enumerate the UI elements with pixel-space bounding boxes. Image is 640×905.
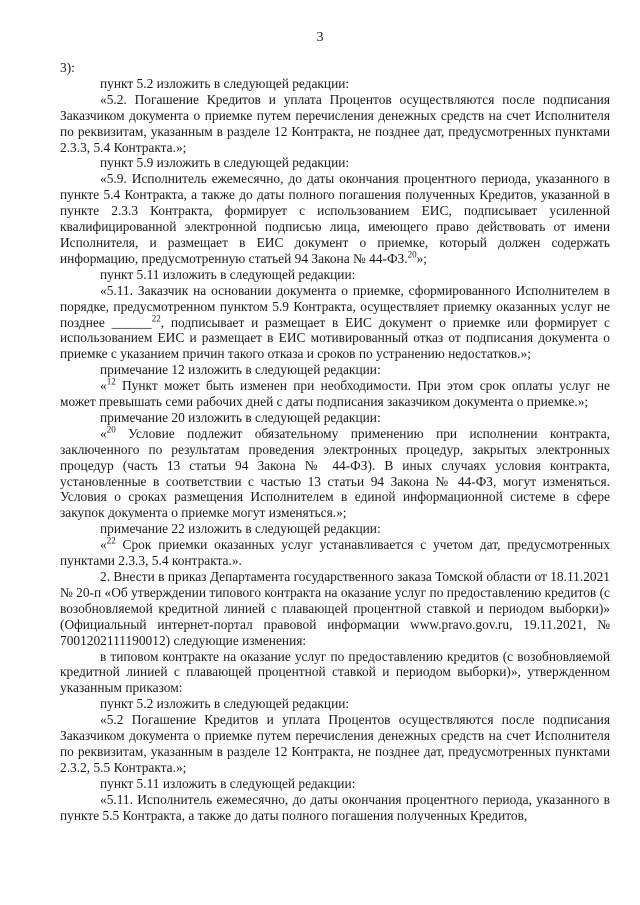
page-number: 3 xyxy=(316,30,324,45)
paragraph-item-5-11-text-b: «5.11. Исполнитель ежемесячно, до даты окончания процентного периода, указанного в пункте 5.5 Контракта, а также до даты полного погашения полученных Кредитов, xyxy=(60,791,610,823)
footnote-marker: 12 xyxy=(106,376,116,387)
paragraph-note-12-text xyxy=(60,378,610,410)
text-segment: « xyxy=(100,537,107,553)
footnote-marker: 20 xyxy=(106,424,116,435)
text-segment: Условие подлежит обязательному применению при исполнении контракта, заключенного по результатам проведения электронных процедур, закрытых электронных процедур (часть 13 статьи 94 Закона № 44-ФЗ). В иных случаях условия контракта, установленные в соответствии с частью 13 статьи 94 Закона № 44-ФЗ, могут изменяться. Условия о сроках размещения Исполнителем в единой информационной системе в сфере закупок документа о приемке могут изменяться.»; xyxy=(60,425,610,521)
paragraph-item-5-2-text: «5.2. Погашение Кредитов и уплата Процентов осуществляются после подписания Заказчиком документа о приемке путем перечисления денежных средств на счет Исполнителя по реквизитам, указанным в разделе 12 Контракта, не позднее дат, предусмотренных пунктами 2.3.3, 5.4 Контракта.»; xyxy=(60,91,610,155)
text-segment: « xyxy=(100,378,107,394)
footnote-marker: 22 xyxy=(151,313,161,324)
text-segment: «5.11. Заказчик на основании документа о приемке, сформированного Исполнителем в порядке, предусмотренном пунктом 5.9 Контракта, осуществляет приемку оказанных услуг не позднее ______ xyxy=(60,282,610,330)
paragraph-note-22-header: примечание 22 изложить в следующей редакции: xyxy=(100,521,381,537)
text-segment: « xyxy=(100,425,107,441)
paragraph-item-5-11-header-b: пункт 5.11 изложить в следующей редакции: xyxy=(100,775,356,791)
text-segment: »; xyxy=(416,250,428,266)
paragraph-item-5-11-header: пункт 5.11 изложить в следующей редакции: xyxy=(100,266,356,282)
paragraph-item-5-2-text-b: «5.2 Погашение Кредитов и уплата Процентов осуществляются после подписания Заказчиком документа о приемке путем перечисления денежных средств на счет Исполнителя по реквизитам, указанным в разделе 12 Контракта, не позднее дат, предусмотренных пунктами 2.3.2, 5.5 Контракта.»; xyxy=(60,712,610,775)
paragraph-item-5-2-header: пункт 5.2 изложить в следующей редакции: xyxy=(100,75,350,91)
document-body xyxy=(60,60,610,824)
text-segment: , подписывает и размещает в ЕИС документ о приемке или формирует с использованием ЕИС и размещает в ЕИС мотивированный отказ от подписания документа о приемке с указанием причин такого отказа и сроков по устранению недостатков.»; xyxy=(60,314,610,362)
paragraph-note-20-header: примечание 20 изложить в следующей редакции: xyxy=(100,409,381,425)
paragraph-item-5-2-header-b: пункт 5.2 изложить в следующей редакции: xyxy=(100,696,350,712)
paragraph-intro-continuation: 3): xyxy=(60,60,75,75)
paragraph-typical-contract: в типовом контракте на оказание услуг по предоставлению кредитов (с возобновляемой кредитной линией с плавающей процентной ставкой и периодом выборки)», утвержденном указанным приказом: xyxy=(60,648,610,696)
paragraph-item-5-11-text xyxy=(60,283,610,363)
paragraph-item-5-9-header: пункт 5.9 изложить в следующей редакции: xyxy=(100,155,350,171)
paragraph-section-2: 2. Внести в приказ Департамента государственного заказа Томской области от 18.11.2021 № 20-п «Об утверждении типового контракта на оказание услуг по предоставлению кредитов (с возобновляемой кредитной линией с плавающей процентной ставкой и периодом выборки)» (Официальный интернет-портал правовой информации www.pravo.gov.ru, 19.11.2021, № 7001202111190012) следующие изменения: xyxy=(60,569,610,648)
text-segment: Срок приемки оказанных услуг устанавливается с учетом дат, предусмотренных пунктами 2.3.3, 5.4 контракта.». xyxy=(60,537,610,569)
footnote-marker: 22 xyxy=(106,535,116,546)
text-segment: Пункт может быть изменен при необходимости. При этом срок оплаты услуг не может превышать семи рабочих дней с даты подписания заказчиком документа о приемке.»; xyxy=(60,378,610,410)
paragraph-note-20-text xyxy=(60,426,610,521)
paragraph-item-5-9-text xyxy=(60,171,610,266)
paragraph-note-22-text xyxy=(60,537,610,569)
paragraph-note-12-header: примечание 12 изложить в следующей редакции: xyxy=(100,362,381,378)
text-segment: «5.9. Исполнитель ежемесячно, до даты окончания процентного периода, указанного в пункте 5.4 Контракта, а также до даты полного погашения полученных Кредитов, указанной в пункте 2.3.3 Контракта, формирует с использованием ЕИС, подписывает усиленной квалифицированной электронной подписью лица, имеющего право действовать от имени Исполнителя, и размещает в ЕИС документ о приемке, который должен содержать информацию, предусмотренную статьей 94 Закона № 44-ФЗ. xyxy=(60,171,610,266)
footnote-marker: 20 xyxy=(407,249,417,260)
